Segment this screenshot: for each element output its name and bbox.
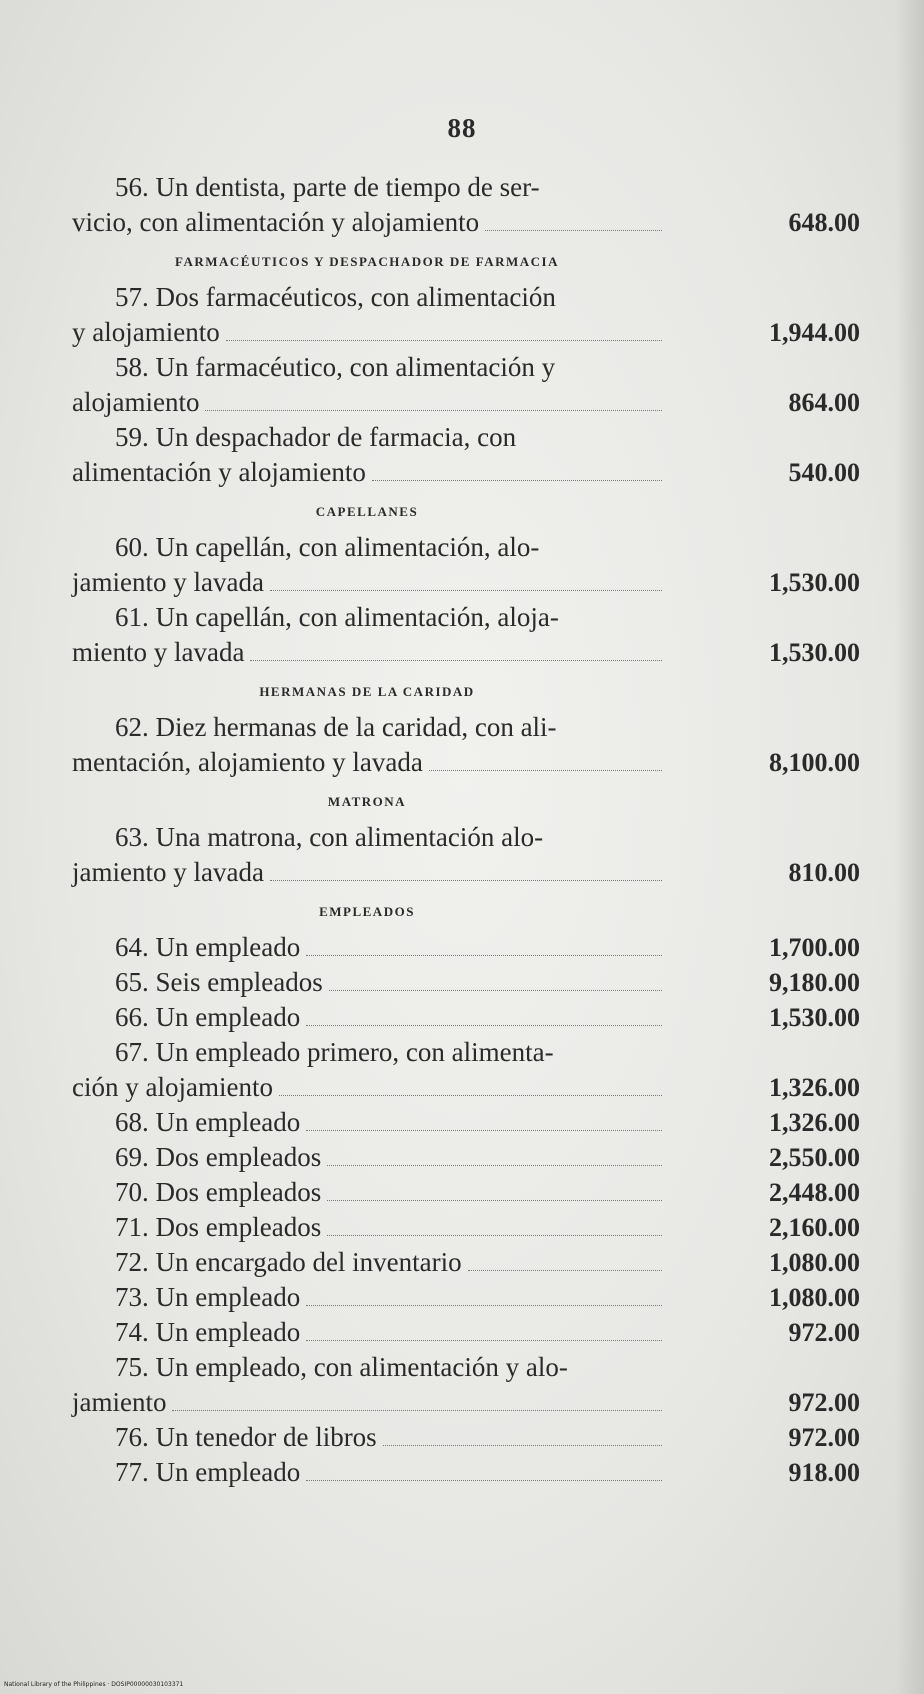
item-text: miento y lavada: [72, 637, 245, 667]
budget-item: [72, 1455, 872, 1490]
budget-item: [72, 965, 872, 1000]
item-text: y alojamiento: [72, 317, 220, 347]
item-text: 74. Un empleado: [115, 1317, 301, 1347]
section-heading: EMPLEADOS: [319, 904, 415, 919]
dot-leader: [306, 1129, 662, 1131]
budget-item: [72, 1035, 872, 1105]
budget-item: [72, 1140, 872, 1175]
section-heading: CAPELLANES: [315, 504, 419, 519]
item-amount: 9,180.00: [769, 968, 860, 997]
dot-leader: [250, 659, 662, 661]
item-text: 57. Dos farmacéuticos, con alimentación: [115, 282, 556, 312]
page-edge-shadow: [896, 0, 924, 1694]
dot-leader: [372, 479, 662, 481]
section-heading: HERMANAS DE LA CARIDAD: [259, 684, 475, 699]
item-text: 60. Un capellán, con alimentación, alo-: [115, 532, 540, 562]
dot-leader: [306, 954, 662, 956]
item-amount: 1,530.00: [769, 638, 860, 667]
page-number: 88: [447, 113, 477, 143]
item-amount: 918.00: [788, 1458, 860, 1487]
item-amount: 810.00: [788, 858, 860, 887]
item-amount: 8,100.00: [769, 748, 860, 777]
budget-item: [72, 1245, 872, 1280]
item-amount: 972.00: [788, 1318, 860, 1347]
item-text: 68. Un empleado: [115, 1107, 301, 1137]
item-text: 65. Seis empleados: [115, 967, 323, 997]
item-text: 73. Un empleado: [115, 1282, 301, 1312]
item-amount: 540.00: [788, 458, 860, 487]
item-amount: 972.00: [788, 1423, 860, 1452]
footer-credit: National Library of the Philippines · DOSIP00000030103371: [4, 1681, 184, 1688]
dot-leader: [327, 1234, 662, 1236]
item-amount: 2,160.00: [769, 1213, 860, 1242]
item-text: 66. Un empleado: [115, 1002, 301, 1032]
item-text: 56. Un dentista, parte de tiempo de ser-: [115, 172, 540, 202]
dot-leader: [383, 1444, 662, 1446]
item-amount: 1,080.00: [769, 1248, 860, 1277]
item-text: 77. Un empleado: [115, 1457, 301, 1487]
budget-item: [72, 280, 872, 350]
section-heading: MATRONA: [327, 794, 407, 809]
dot-leader: [226, 339, 662, 341]
budget-item: [72, 1420, 872, 1455]
item-text: 69. Dos empleados: [115, 1142, 322, 1172]
item-amount: 1,530.00: [769, 568, 860, 597]
item-amount: 1,080.00: [769, 1283, 860, 1312]
item-amount: 1,700.00: [769, 933, 860, 962]
item-text: alojamiento: [72, 387, 200, 417]
dot-leader: [306, 1304, 662, 1306]
budget-item: [72, 1000, 872, 1035]
item-text: mentación, alojamiento y lavada: [72, 747, 423, 777]
budget-item: [72, 1315, 872, 1350]
item-amount: 1,530.00: [769, 1003, 860, 1032]
budget-item: [72, 820, 872, 890]
budget-item: [72, 1175, 872, 1210]
item-amount: 2,448.00: [769, 1178, 860, 1207]
dot-leader: [270, 589, 662, 591]
item-text: alimentación y alojamiento: [72, 457, 366, 487]
budget-list: [72, 170, 872, 1490]
item-amount: 2,550.00: [769, 1143, 860, 1172]
dot-leader: [279, 1094, 662, 1096]
item-text: 67. Un empleado primero, con alimenta-: [115, 1037, 554, 1067]
dot-leader: [306, 1479, 662, 1481]
budget-item: [72, 710, 872, 780]
item-text: 59. Un despachador de farmacia, con: [115, 422, 517, 452]
budget-item: [72, 1350, 872, 1420]
budget-item: [72, 530, 872, 600]
item-text: 71. Dos empleados: [115, 1212, 322, 1242]
budget-item: [72, 170, 872, 240]
dot-leader: [205, 409, 662, 411]
item-text: vicio, con alimentación y alojamiento: [72, 207, 480, 237]
dot-leader: [327, 1164, 662, 1166]
item-text: 61. Un capellán, con alimentación, aloja-: [115, 602, 559, 632]
dot-leader: [172, 1409, 662, 1411]
item-text: 64. Un empleado: [115, 932, 301, 962]
item-text: 72. Un encargado del inventario: [115, 1247, 462, 1277]
budget-item: [72, 1105, 872, 1140]
budget-item: [72, 1280, 872, 1315]
item-text: jamiento: [72, 1387, 167, 1417]
item-text: 63. Una matrona, con alimentación alo-: [115, 822, 544, 852]
dot-leader: [306, 1339, 662, 1341]
dot-leader: [329, 989, 662, 991]
item-amount: 648.00: [788, 208, 860, 237]
item-text: 75. Un empleado, con alimentación y alo-: [115, 1352, 568, 1382]
item-text: 62. Diez hermanas de la caridad, con ali-: [115, 712, 557, 742]
item-amount: 1,944.00: [769, 318, 860, 347]
budget-item: [72, 600, 872, 670]
budget-item: [72, 1210, 872, 1245]
dot-leader: [485, 229, 662, 231]
dot-leader: [306, 1024, 662, 1026]
item-text: jamiento y lavada: [72, 567, 264, 597]
item-text: 70. Dos empleados: [115, 1177, 322, 1207]
item-amount: 972.00: [788, 1388, 860, 1417]
dot-leader: [468, 1269, 662, 1271]
item-amount: 864.00: [788, 388, 860, 417]
dot-leader: [429, 769, 662, 771]
section-heading: FARMACÉUTICOS Y DESPACHADOR DE FARMACIA: [175, 254, 559, 269]
budget-item: [72, 930, 872, 965]
dot-leader: [270, 879, 662, 881]
item-text: 76. Un tenedor de libros: [115, 1422, 377, 1452]
dot-leader: [327, 1199, 662, 1201]
item-amount: 1,326.00: [769, 1073, 860, 1102]
budget-item: [72, 350, 872, 420]
item-text: 58. Un farmacéutico, con alimentación y: [115, 352, 556, 382]
budget-item: [72, 420, 872, 490]
item-amount: 1,326.00: [769, 1108, 860, 1137]
item-text: jamiento y lavada: [72, 857, 264, 887]
item-text: ción y alojamiento: [72, 1072, 273, 1102]
